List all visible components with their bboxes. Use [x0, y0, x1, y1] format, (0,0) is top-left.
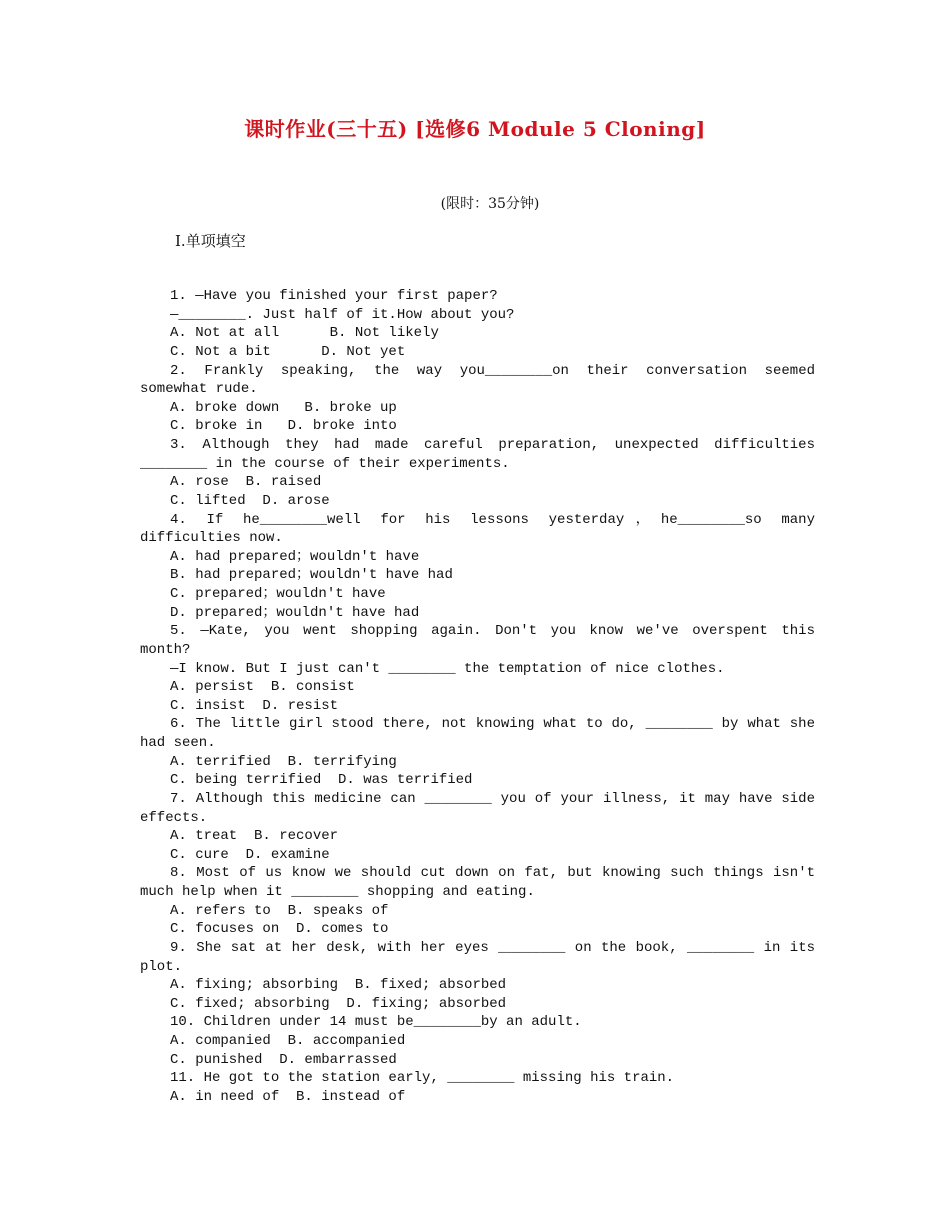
option-line: C. lifted D. arose	[170, 492, 330, 509]
option-line: B. had prepared；wouldn't have had	[170, 567, 453, 584]
question-3	[140, 436, 815, 511]
option-line: A. treat B. recover	[170, 828, 339, 845]
question-stem: 11. He got to the station early, ________ missing his train.	[170, 1070, 675, 1087]
option-line: C. Not a bit D. Not yet	[170, 343, 406, 360]
question-11	[140, 1069, 815, 1106]
question-stem: 6. The little girl stood there, not knowing what to do, ________ by what she had seen.	[140, 716, 815, 751]
question-stem: 8. Most of us know we should cut down on fat, but knowing such things isn't much help when it ________ shopping and eating.	[140, 865, 815, 900]
question-stem: 4. If he________well for his lessons yesterday，he________so many difficulties now.	[140, 511, 815, 547]
question-6	[140, 715, 815, 790]
option-line: C. being terrified D. was terrified	[170, 772, 473, 789]
option-line: C. cure D. examine	[170, 846, 330, 863]
option-line: C. insist D. resist	[170, 697, 339, 714]
question-8	[140, 864, 815, 939]
question-list	[140, 287, 815, 1107]
question-stem: 9. She sat at her desk, with her eyes ________ on the book, ________ in its plot.	[140, 939, 815, 975]
option-line: A. had prepared；wouldn't have	[170, 548, 420, 565]
option-line: A. companied B. accompanied	[170, 1033, 406, 1049]
section-heading: Ⅰ.单项填空	[175, 232, 246, 250]
question-dialogue: —I know. But I just can't ________ the temptation of nice clothes.	[170, 660, 725, 677]
question-10	[140, 1013, 815, 1069]
option-line: D. prepared；wouldn't have had	[170, 604, 420, 621]
option-line: A. in need of B. instead of	[170, 1088, 406, 1105]
option-line: C. fixed; absorbing D. fixing; absorbed	[170, 995, 507, 1012]
question-2	[140, 362, 815, 437]
option-line: A. broke down B. broke up	[170, 399, 397, 416]
question-stem: 7. Although this medicine can ________ you of your illness, it may have side effects.	[140, 790, 815, 826]
time-limit: (限时：35分钟)	[440, 196, 540, 212]
option-line: A. rose B. raised	[170, 474, 322, 491]
question-1	[140, 287, 815, 362]
question-7	[140, 790, 815, 865]
option-line: A. terrified B. terrifying	[170, 753, 397, 770]
question-stem: 2. Frankly speaking, the way you________on their conversation seemed somewhat rude.	[140, 362, 815, 398]
question-stem: 10. Children under 14 must be________by an adult.	[170, 1014, 582, 1031]
question-stem: 3. Although they had made careful preparation, unexpected difficulties ________ in the course of their experiments.	[140, 437, 815, 472]
option-line: C. punished D. embarrassed	[170, 1051, 397, 1068]
option-line: A. Not at all B. Not likely	[170, 325, 439, 342]
question-stem: 5. —Kate, you went shopping again. Don't you know we've overspent this month?	[140, 623, 815, 658]
question-stem: 1. —Have you finished your first paper?	[170, 288, 498, 304]
question-5	[140, 622, 815, 715]
option-line: C. focuses on D. comes to	[170, 921, 389, 938]
option-line: C. broke in D. broke into	[170, 418, 397, 435]
question-4	[140, 511, 815, 623]
option-line: A. fixing; absorbing B. fixed; absorbed	[170, 977, 507, 994]
option-line: A. persist B. consist	[170, 679, 355, 696]
question-dialogue: —________. Just half of it.How about you?	[170, 306, 515, 323]
option-line: C. prepared；wouldn't have	[170, 586, 386, 602]
page-title: 课时作业(三十五) [选修6 Module 5 Cloning]	[244, 117, 706, 141]
question-9	[140, 939, 815, 1014]
option-line: A. refers to B. speaks of	[170, 902, 389, 919]
